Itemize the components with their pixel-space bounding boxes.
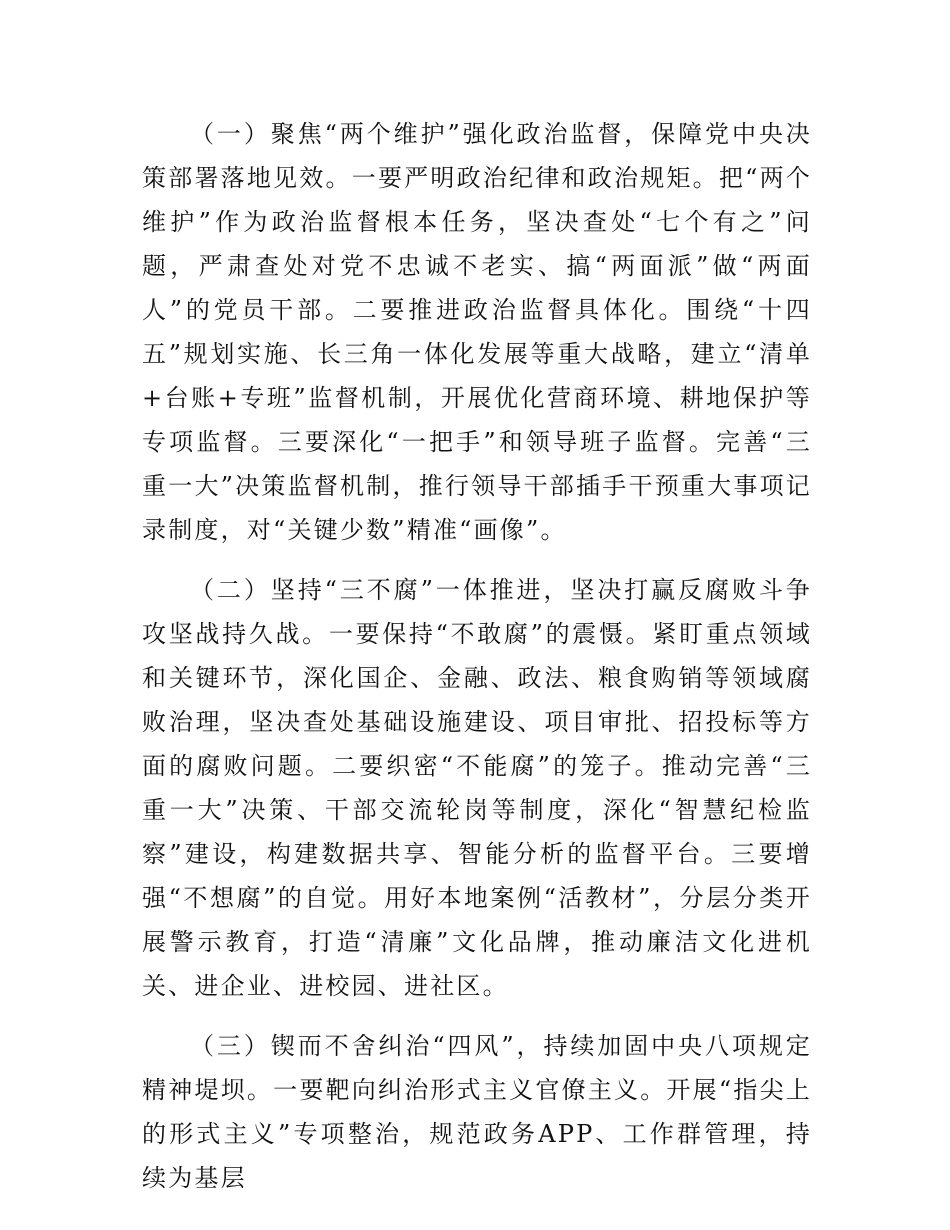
paragraph-2: （二）坚持“三不腐”一体推进，坚决打赢反腐败斗争攻坚战持久战。一要保持“不敢腐”的震慑。紧盯重点领域和关键环节，深化国企、金融、政法、粮食购销等领域腐败治理，坚决查处基础设施建设、项目审批、招投标等方面的腐败问题。二要织密“不能腐”的笼子。推动完善“三重一大”决策、干部交流轮岗等制度，深化“智慧纪检监察”建设，构建数据共享、智能分析的监督平台。三要增强“不想腐”的自觉。用好本地案例“活教材”，分层分类开展警示教育，打造“清廉”文化品牌，推动廉洁文化进机关、进企业、进校园、进社区。 [142, 576, 812, 1000]
paragraph-1: （一）聚焦“两个维护”强化政治监督，保障党中央决策部署落地见效。一要严明政治纪律和政治规矩。把“两个维护”作为政治监督根本任务，坚决查处“七个有之”问题，严肃查处对党不忠诚不老实、搞“两面派”做“两面人”的党员干部。二要推进政治监督具体化。围绕“十四五”规划实施、长三角一体化发展等重大战略，建立“清单+台账+专班”监督机制，开展优化营商环境、耕地保护等专项监督。三要深化“一把手”和领导班子监督。完善“三重一大”决策监督机制，推行领导干部插手干预重大事项记录制度，对“关键少数”精准“画像”。 [142, 120, 812, 544]
paragraph-3: （三）锲而不舍纠治“四风”，持续加固中央八项规定精神堤坝。一要靶向纠治形式主义官僚主义。开展“指尖上的形式主义”专项整治，规范政务APP、工作群管理，持续为基层 [142, 1032, 812, 1192]
document-body [142, 112, 812, 1200]
